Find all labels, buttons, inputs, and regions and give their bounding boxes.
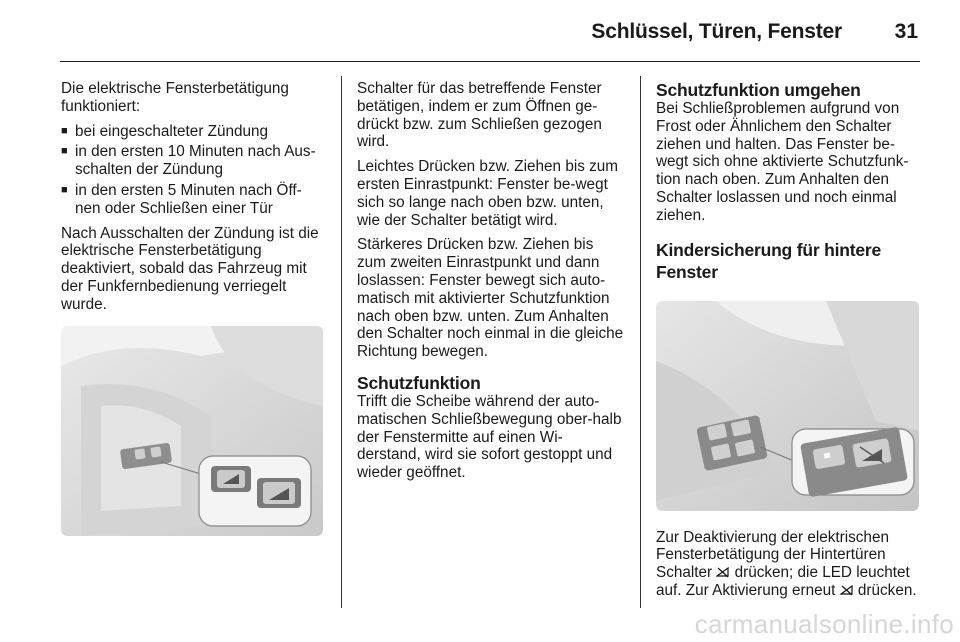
operation-text-1: Schalter für das betreffende Fenster betätigen, indem er zum Öffnen ge-drückt bzw. zum Schließen gezogen wird.	[357, 80, 602, 151]
column-2	[357, 80, 625, 489]
header-rule	[60, 61, 920, 62]
section-heading-override: Schutzfunktion umgehen	[656, 80, 861, 100]
intro-text: Die elektrische Fensterbetätigung funktioniert:	[61, 80, 289, 115]
page-title: Schlüssel, Türen, Fenster	[591, 20, 842, 43]
child-lock-text	[656, 529, 924, 600]
column-3	[656, 80, 924, 607]
child-lock-figure	[656, 301, 919, 511]
override-text: Bei Schließproblemen aufgrund von Frost oder Ähnlichem den Schalter ziehen und halten. Das Fenster be-wegt sich ohne aktivierte Schutzfunk-tion nach oben. Zum Anhalten den Schalter loslassen und noch einmal ziehen.	[656, 100, 909, 224]
window-switch-figure	[61, 326, 323, 536]
child-lock-window-icon	[840, 584, 854, 596]
watermark: carmanualsonline.info	[694, 609, 954, 639]
list-item: ■ in den ersten 5 Minuten nach Öff-nen oder Schließen einer Tür	[61, 182, 327, 218]
section-heading-protection: Schutzfunktion	[357, 372, 481, 393]
condition-list	[61, 123, 327, 218]
child-lock-text-part-3: drücken.	[857, 581, 917, 599]
child-lock-window-icon	[716, 566, 730, 578]
column-1	[61, 80, 327, 536]
column-divider-2	[640, 76, 641, 608]
page-number: 31	[894, 20, 918, 43]
section-heading-child-lock: Kindersicherung für hintere Fenster	[656, 239, 882, 282]
protection-text: Trifft die Scheibe während der auto-matischen Schließbewegung ober-halb der Fenstermitte auf einen Wi-derstand, wird sie sofort gestoppt und wieder geöffnet.	[357, 392, 622, 482]
list-item: ■ in den ersten 10 Minuten nach Aus-schalten der Zündung	[61, 143, 327, 179]
operation-text-3: Stärkeres Drücken bzw. Ziehen bis zum zweiten Einrastpunkt und dann loslassen: Fenster bewegt sich auto-matisch mit aktivierter Schutzfunktion nach oben bzw. unten. Zum Anhalten den Schalter noch einmal in die gleiche Richtung bewegen.	[357, 236, 624, 361]
deactivation-text: Nach Ausschalten der Zündung ist die elektrische Fensterbetätigung deaktiviert, sobald das Fahrzeug mit der Funkfernbedienung verriegelt wurde.	[61, 224, 319, 313]
column-divider-1	[341, 76, 342, 608]
list-item: ■ bei eingeschalteter Zündung	[61, 123, 327, 141]
child-lock-text-part-1: Zur Deaktivierung der elektrischen Fensterbetätigung der Hintertüren Schalter	[656, 528, 889, 582]
page-header	[60, 14, 920, 54]
operation-text-2: Leichtes Drücken bzw. Ziehen bis zum ersten Einrastpunkt: Fenster be-wegt sich so lange nach oben bzw. unten, wie der Schalter betätigt wird.	[357, 158, 619, 229]
child-lock-text-part-2: drücken; die LED leuchtet auf. Zur Aktivierung erneut	[656, 564, 910, 599]
